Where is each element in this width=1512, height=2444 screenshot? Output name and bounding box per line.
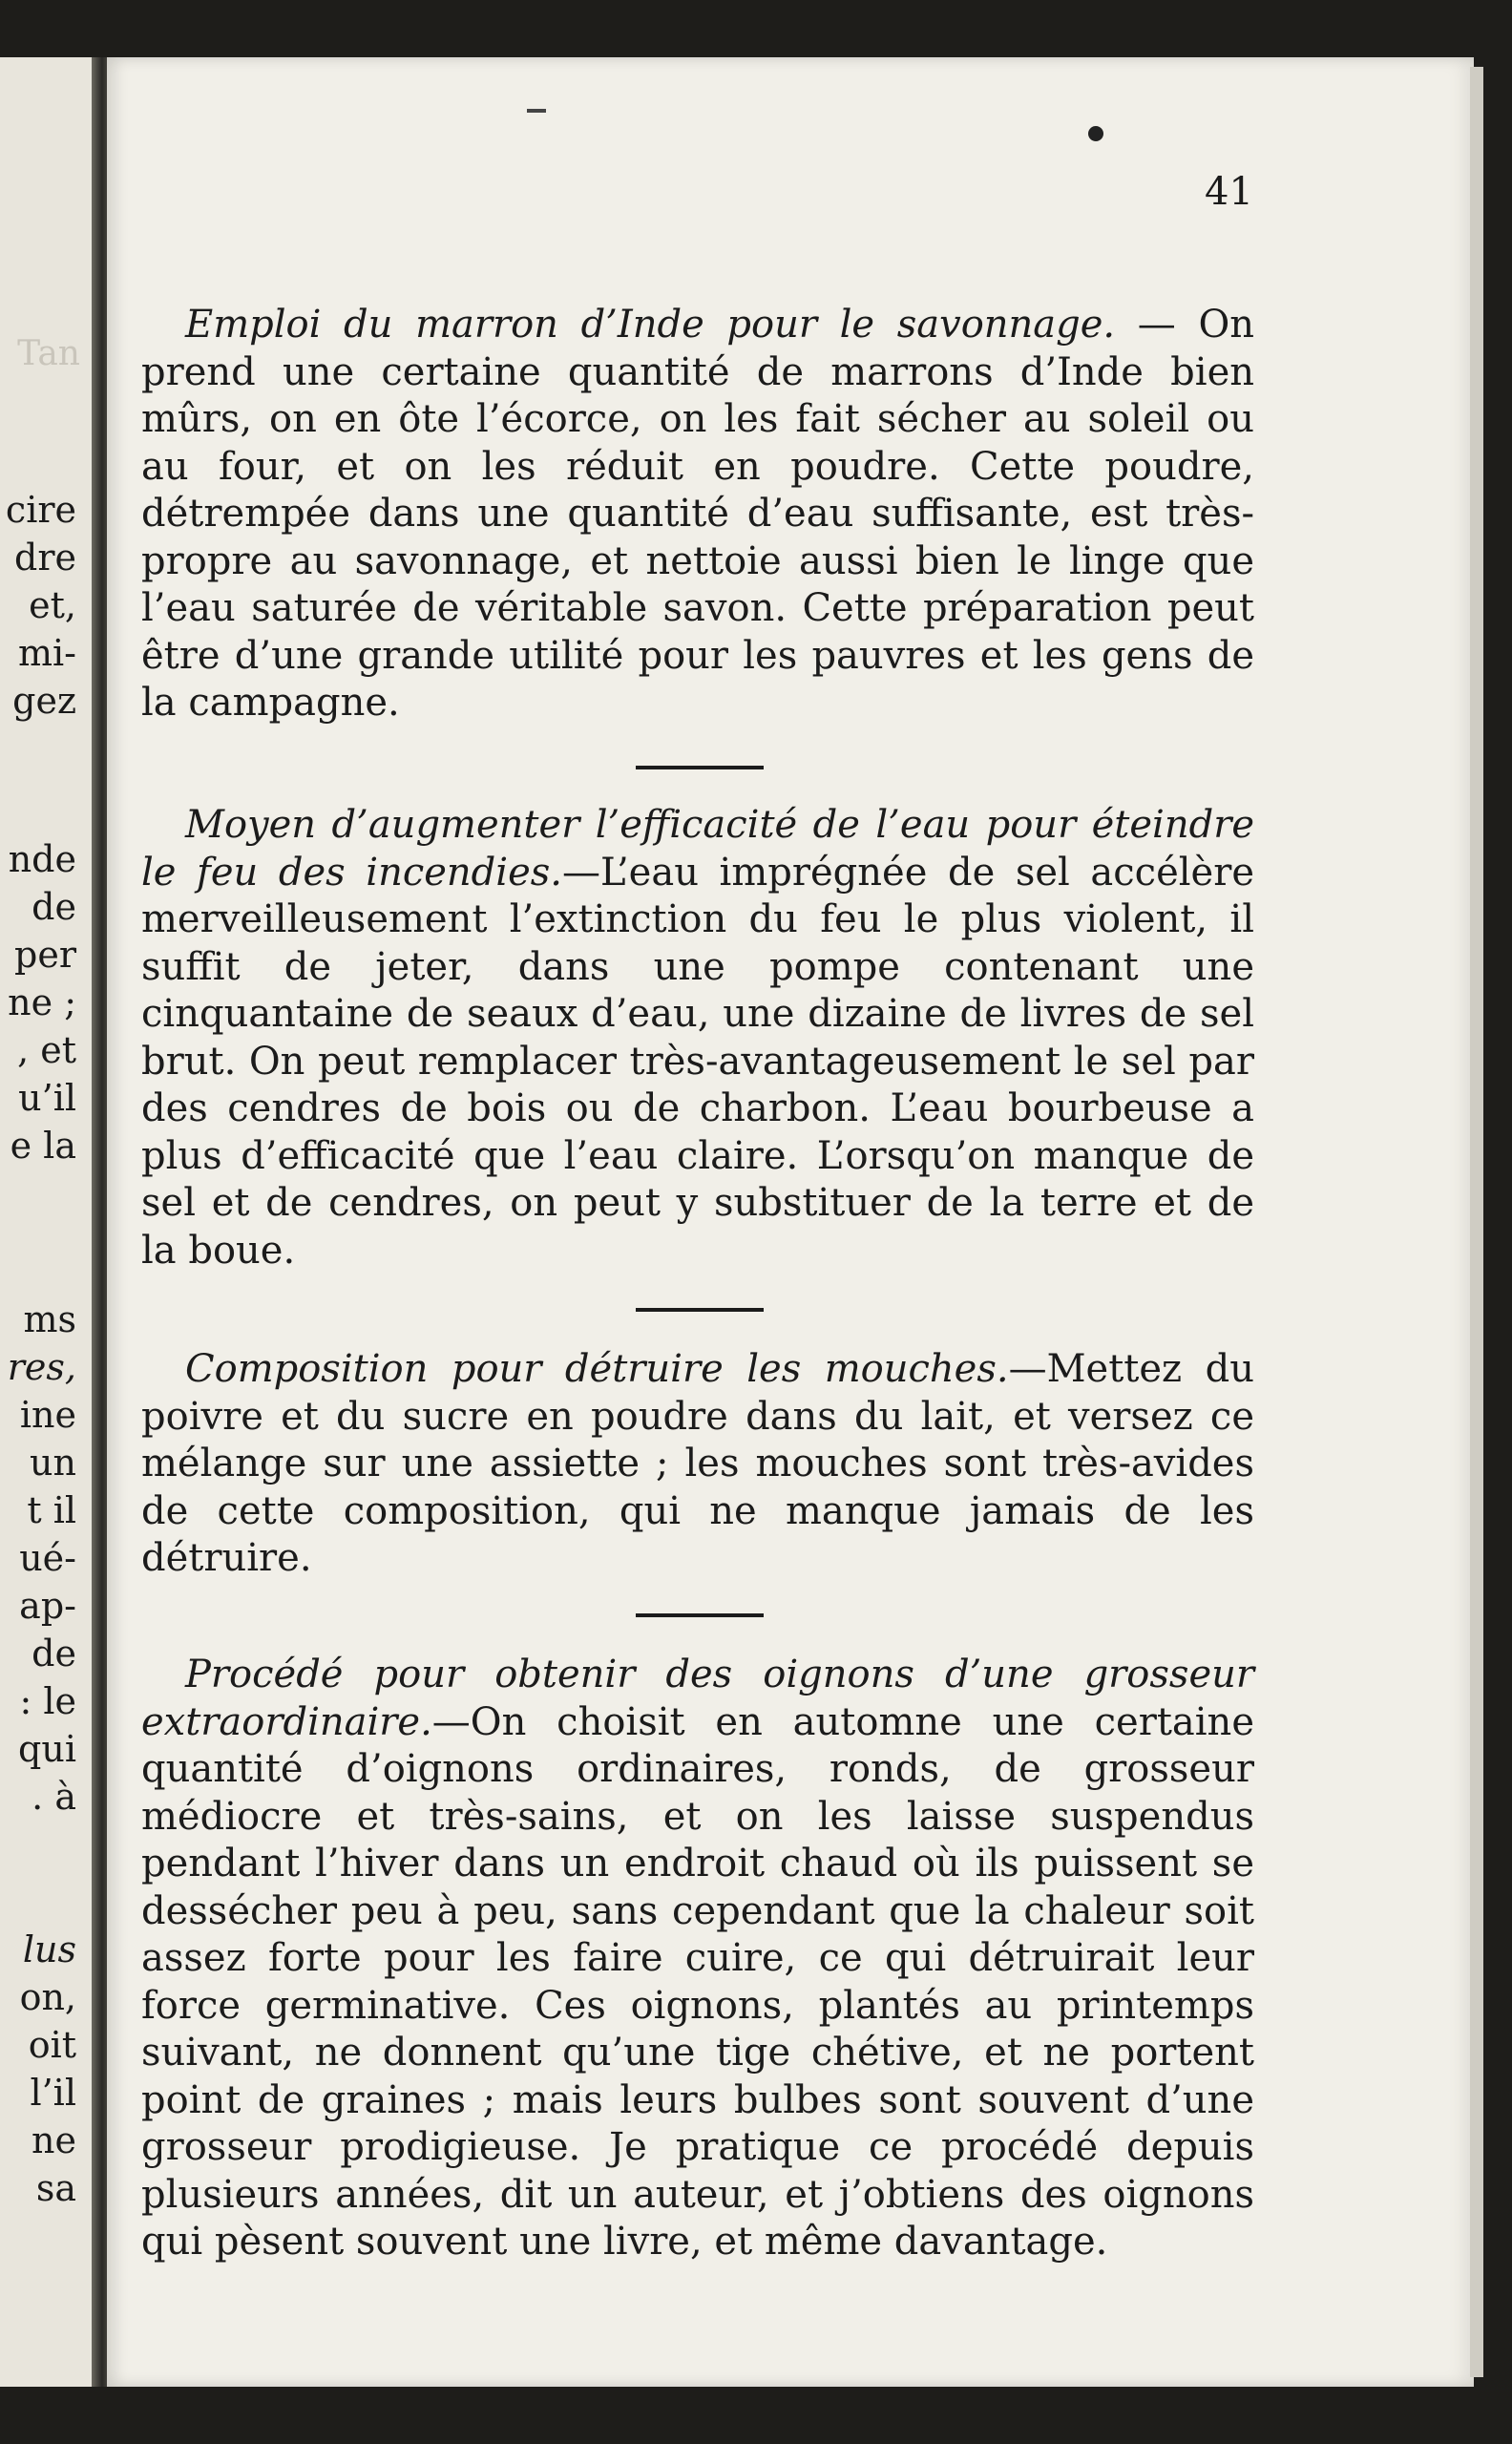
left-fragment: qui [18,1728,76,1770]
article-title: Procédé pour obtenir des oignons d’une grosseur extraordinaire. [141,1653,1254,1744]
article-body: —L’eau imprégnée de sel accélère merveilleusement l’extinction du feu le plus violent, il suffit de jeter, dans une pompe contenant une cinquantaine de seaux d’eau, une dizaine de livres de sel brut. On peut remplacer très-avantageusement le sel par des cendres de bois ou de charbon. L’eau bourbeuse a plus d’efficacité que l’eau claire. L’orsqu’on manque de sel et de cendres, on peut y substituer de la terre et de la boue. [141,850,1254,1273]
left-fragment: dre [14,537,76,579]
left-fragment: mi- [17,632,76,674]
ink-dot [1088,126,1103,141]
article-body: — On prend une certaine quantité de marrons d’Inde bien mûrs, on en ôte l’écorce, on les fait sécher au soleil ou au four, et on les réduit en poudre. Cette poudre, détrempée dans une quantité d’eau suffisante, est très-propre au savonnage, et nettoie aussi bien le linge que l’eau saturée de véritable savon. Cette préparation peut être d’une grande utilité pour les pauvres et les gens de la campagne. [141,303,1254,725]
printer-mark [527,109,546,113]
page-edge [1470,67,1483,2377]
left-fragment: on, [19,1976,76,2018]
section-divider [636,766,764,769]
left-fragment: ué- [19,1537,76,1579]
left-fragment: ne [32,2119,76,2161]
left-fragment: lus [22,1928,76,1970]
section-divider [636,1308,764,1312]
left-fragment: nde [8,838,76,880]
left-fragment: et, [29,584,76,626]
article-paragraph [141,1346,1254,1583]
left-fragment: ne ; [8,981,76,1023]
left-fragment: oit [28,2024,76,2066]
left-fragment: un [30,1442,76,1484]
article-paragraph [141,302,1254,727]
article-title: Moyen d’augmenter l’efficacité de l’eau pour éteindre le feu des incendies. [141,803,1254,895]
left-fragment: cire [5,489,76,531]
section-divider [636,1613,764,1617]
left-fragment: sa [35,2167,76,2209]
left-fragment: : le [19,1680,76,1722]
bleed-through-text: Tan [17,334,80,373]
left-fragment: res, [7,1346,76,1388]
left-fragment: ap- [19,1585,76,1627]
article-body: —On choisit en automne une certaine quantité d’oignons ordinaires, ronds, de grosseur médiocre et très-sains, et on les laisse suspendus pendant l’hiver dans un endroit chaud où ils puissent se dessécher peu à peu, sans cependant que la chaleur soit assez forte pour les faire cuire, ce qui détruirait leur force germinative. Ces oignons, plantés au printemps suivant, ne donnent qu’une tige chétive, et ne portent point de graines ; mais leurs bulbes sont souvent d’une grosseur prodigieuse. Je pratique ce procédé depuis plusieurs années, dit un auteur, et j’obtiens des oignons qui pèsent souvent une livre, et même davantage. [141,1699,1254,2264]
article-title: Emploi du marron d’Inde pour le savonnage. [185,303,1116,347]
left-fragment: l’il [30,2072,76,2114]
left-fragment: . à [32,1776,76,1818]
left-fragment: ine [19,1394,76,1436]
left-fragment: , et [17,1029,76,1071]
left-fragment: de [32,1633,76,1675]
left-fragment: u’il [18,1077,76,1119]
article-title: Composition pour détruire les mouches. [185,1347,1009,1391]
left-fragment: gez [12,680,76,722]
left-fragment: t il [27,1489,76,1531]
article-paragraph [141,802,1254,1275]
article-paragraph [141,1652,1254,2266]
left-fragment: de [32,886,76,928]
left-fragment: per [14,934,76,976]
previous-page-edge [0,57,92,2387]
article-body: —Mettez du poivre et du sucre en poudre dans du lait, et versez ce mélange sur une assiette ; les mouches sont très-avides de cette composition, qui ne manque jamais de les détruire. [141,1347,1254,1580]
page-number: 41 [1205,170,1253,214]
left-fragment: e la [10,1125,76,1167]
left-fragment: ms [23,1298,76,1340]
